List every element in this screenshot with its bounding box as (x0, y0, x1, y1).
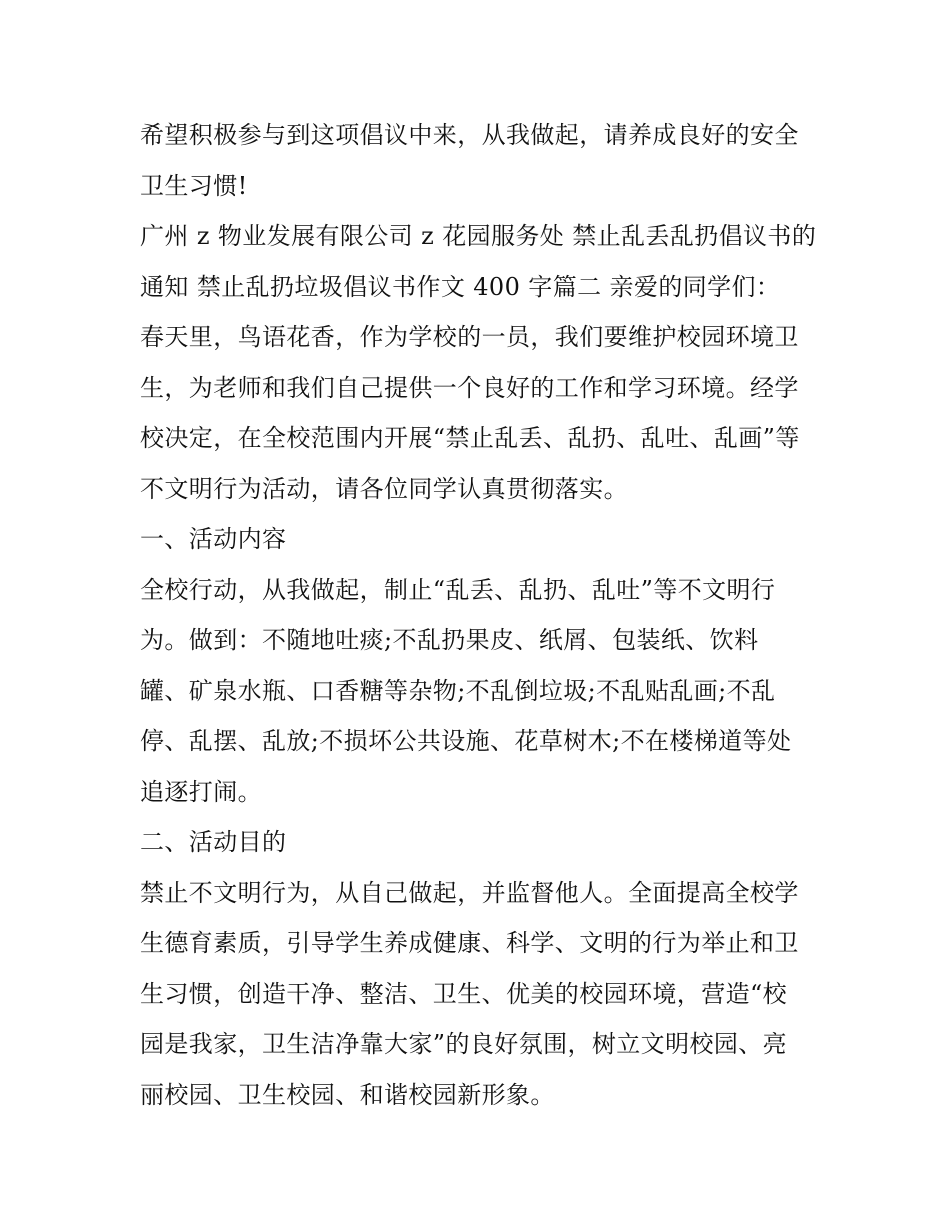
text-line: 不文明行为活动，请各位同学认真贯彻落实。 (140, 474, 628, 503)
text-line: 校决定，在全校范围内开展“禁止乱丢、乱扔、乱吐、乱画”等 (140, 424, 800, 452)
text-line: 为。做到：不随地吐痰;不乱扔果皮、纸屑、包装纸、饮料 (140, 626, 759, 654)
text-line: 生，为老师和我们自己提供一个良好的工作和学习环境。经学 (140, 373, 799, 402)
text-line: 生习惯，创造干净、整洁、卫生、优美的校园环境，营造“校 (140, 979, 788, 1008)
text-line: 通知 禁止乱扔垃圾倡议书作文 400 字篇二 亲爱的同学们： (140, 272, 781, 301)
text-line: 生德育素质，引导学生养成健康、科学、文明的行为举止和卫 (140, 929, 799, 957)
text-line: 罐、矿泉水瓶、口香糖等杂物;不乱倒垃圾;不乱贴乱画;不乱 (140, 676, 776, 705)
text-line: 停、乱摆、乱放;不损坏公共设施、花草树木;不在楼梯道等处 (140, 727, 792, 755)
document-body (140, 110, 820, 1120)
section-heading: 一、活动内容 (140, 525, 287, 553)
text-line: 春天里，鸟语花香，作为学校的一员，我们要维护校园环境卫 (140, 323, 799, 351)
section-heading: 二、活动目的 (140, 828, 287, 856)
text-line: 追逐打闹。 (140, 777, 262, 806)
text-line: 禁止不文明行为，从自己做起，并监督他人。全面提高全校学 (140, 878, 799, 907)
text-line: 广州 z 物业发展有限公司 z 花园服务处 禁止乱丢乱扔倡议书的 (140, 222, 817, 250)
text-line: 全校行动，从我做起，制止“乱丢、乱扔、乱吐”等不文明行 (140, 575, 776, 604)
text-line: 希望积极参与到这项倡议中来，从我做起，请养成良好的安全 (140, 121, 799, 149)
text-line: 园是我家，卫生洁净靠大家”的良好氛围，树立文明校园、亮 (140, 1030, 788, 1058)
text-line: 卫生习惯! (140, 171, 248, 200)
text-line: 丽校园、卫生校园、和谐校园新形象。 (140, 1080, 555, 1109)
